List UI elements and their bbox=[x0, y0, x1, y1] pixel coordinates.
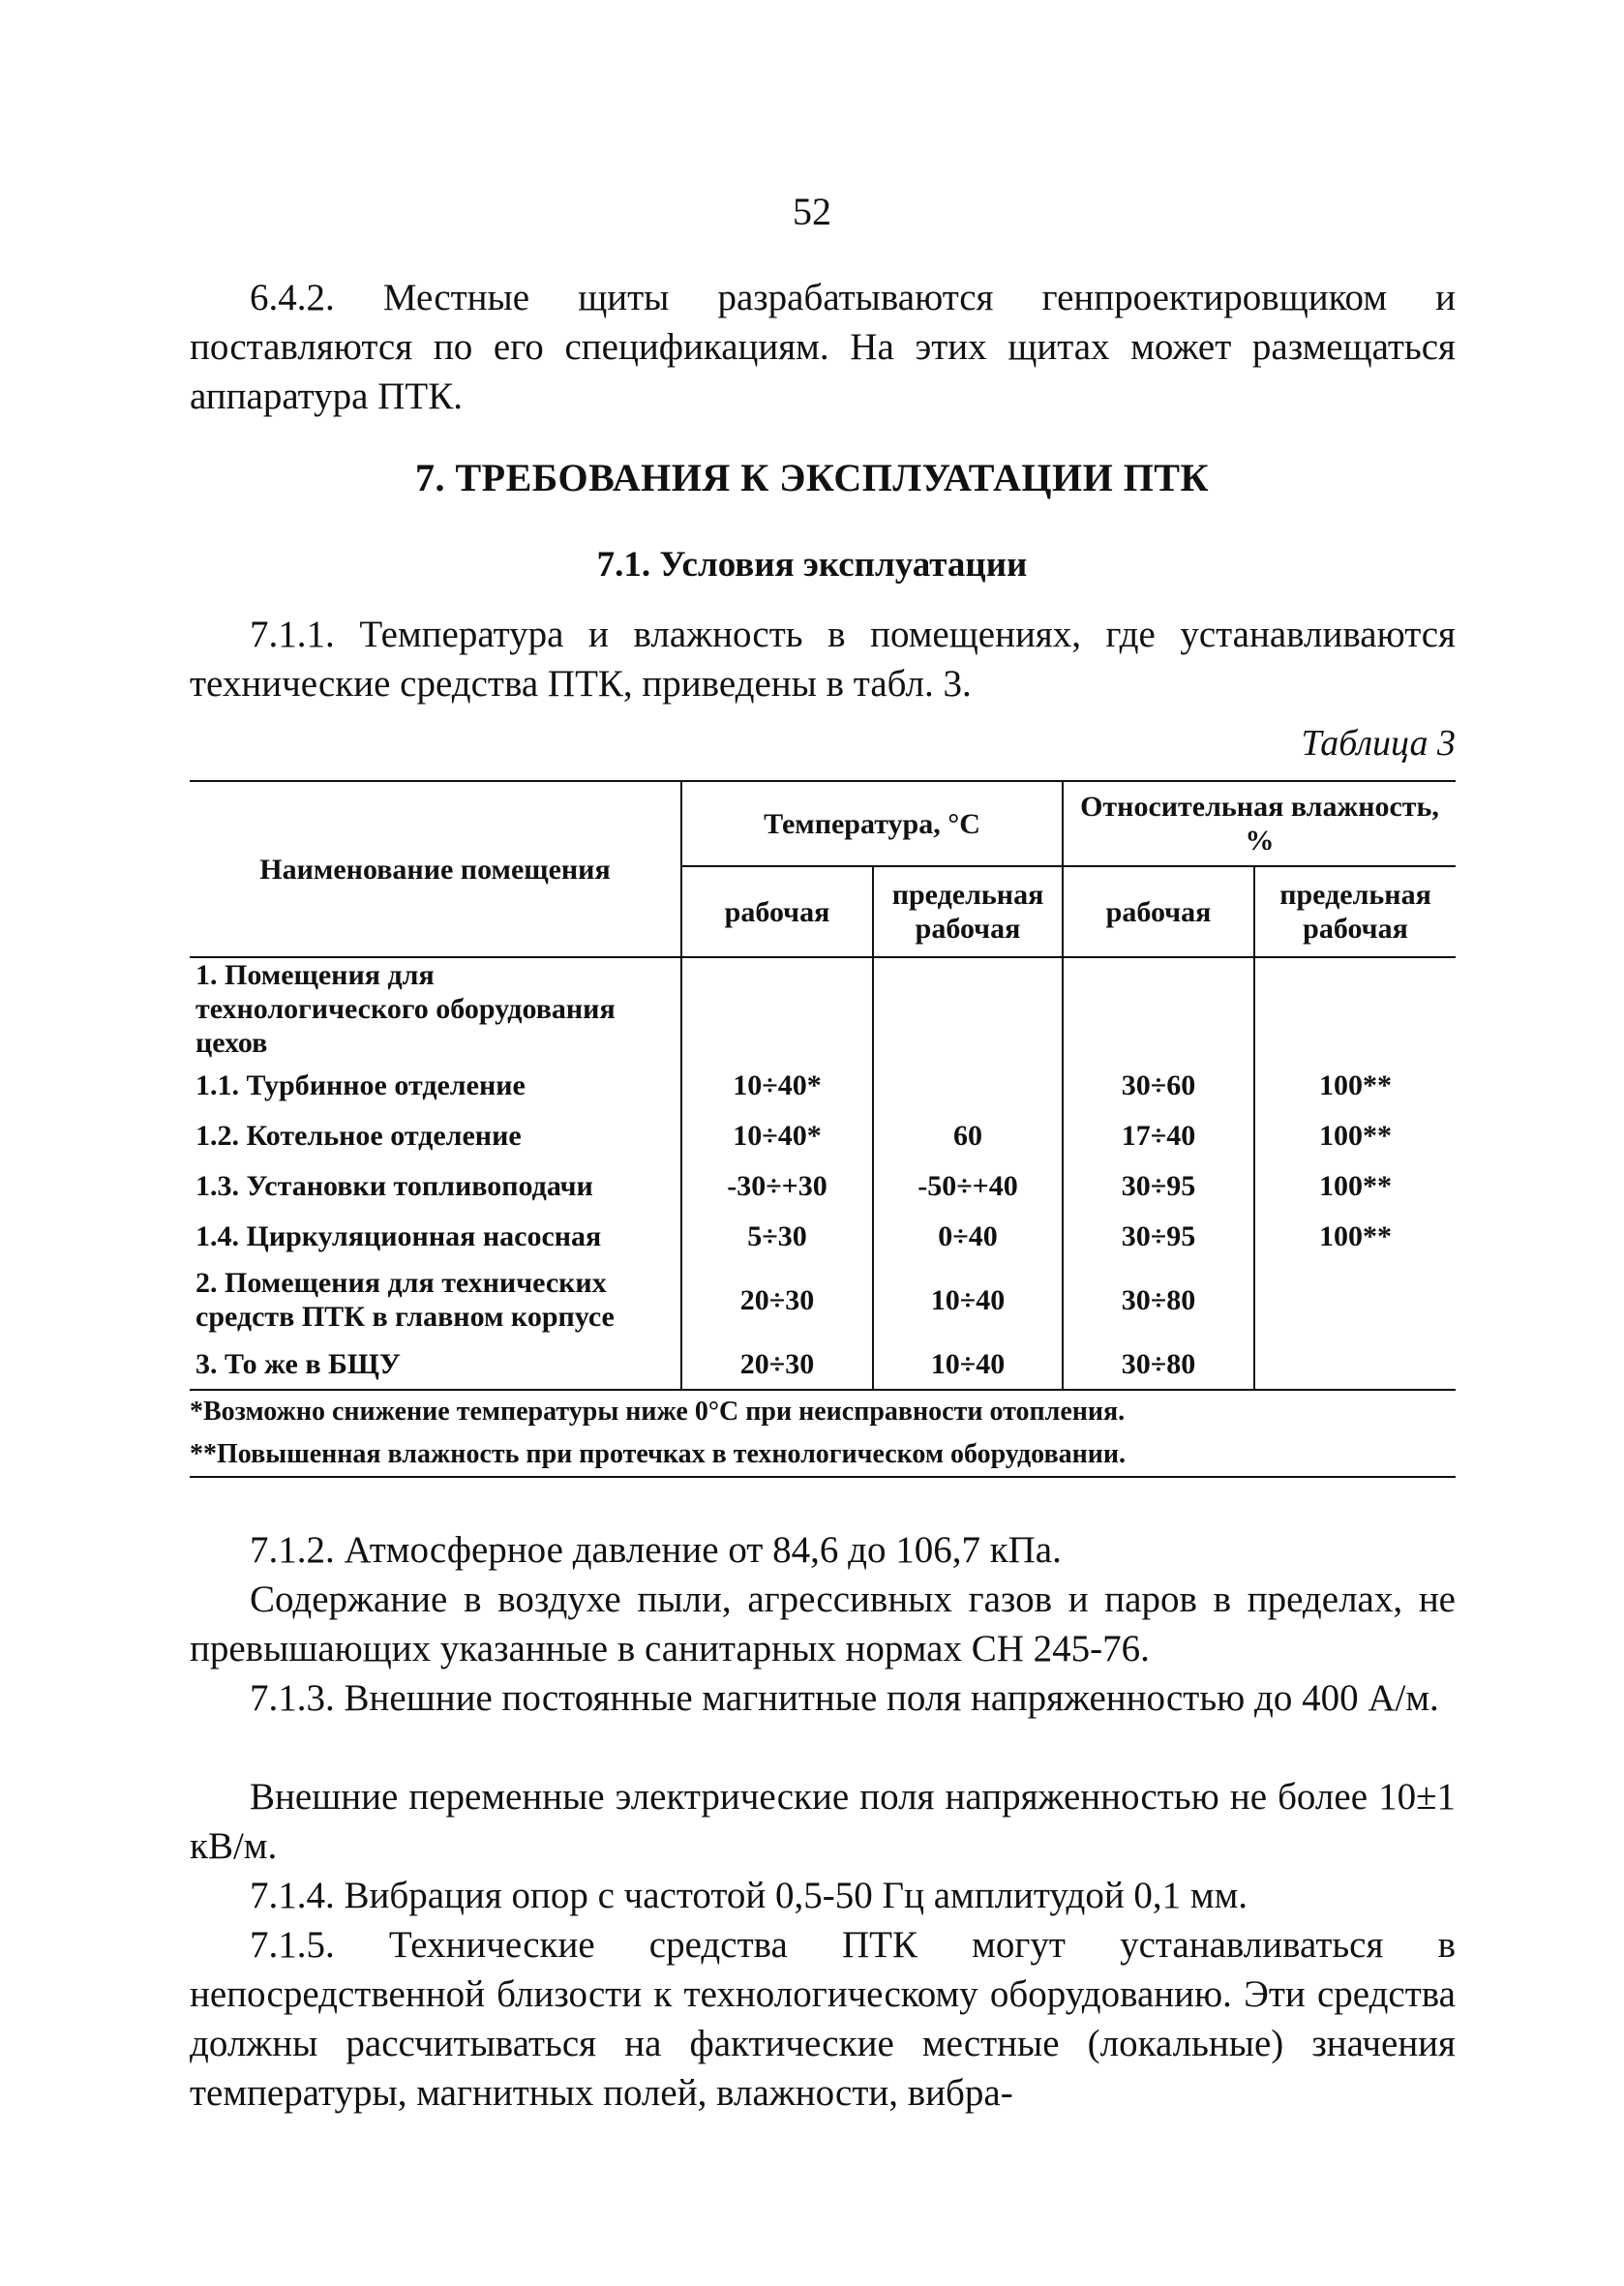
table-caption: Таблица 3 bbox=[1301, 723, 1456, 764]
temp-limit: 60 bbox=[873, 1110, 1063, 1160]
paragraph-7-1-3: 7.1.3. Внешние постоянные магнитные поля напряженностью до 400 А/м. bbox=[250, 1677, 1439, 1719]
header-room: Наименование помещения bbox=[190, 781, 681, 957]
page-number: 52 bbox=[793, 190, 831, 233]
hum-limit: 100** bbox=[1254, 1160, 1456, 1211]
temp-working: 10÷40* bbox=[681, 1060, 873, 1110]
header-hum-limit: предельная рабочая bbox=[1254, 866, 1456, 957]
conditions-table bbox=[190, 780, 1456, 1391]
paragraph-7-1-5: 7.1.5. Технические средства ПТК могут устанавливаться в непосредственной близости к технологическому оборудованию. Эти средства должны рассчитываться на фактические местные (локальные) значения температуры, магнитных полей, влажности, вибра- bbox=[190, 1924, 1456, 2114]
header-temp-limit: предельная рабочая bbox=[873, 866, 1063, 957]
header-temperature: Температура, °С bbox=[681, 781, 1063, 866]
hum-limit: 100** bbox=[1254, 1110, 1456, 1160]
room-name: 2. Помещения для технических средств ПТК в главном корпусе bbox=[195, 1267, 615, 1333]
header-hum-working: рабочая bbox=[1063, 866, 1254, 957]
header-temp-working: рабочая bbox=[681, 866, 873, 957]
hum-limit: 100** bbox=[1254, 1211, 1456, 1261]
hum-working bbox=[1063, 957, 1254, 1060]
paragraph-7-1-3-electric: Внешние переменные электрические поля напряженностью не более 10±1 кВ/м. bbox=[190, 1776, 1456, 1867]
section-heading: 7. ТРЕБОВАНИЯ К ЭКСПЛУАТАЦИИ ПТК bbox=[415, 456, 1209, 499]
temp-limit bbox=[873, 1060, 1063, 1110]
table-row bbox=[190, 1211, 1456, 1261]
hum-working: 30÷95 bbox=[1063, 1211, 1254, 1261]
table-row bbox=[190, 1160, 1456, 1211]
table-row bbox=[190, 1261, 1456, 1339]
room-name: 3. То же в БЩУ bbox=[190, 1339, 681, 1390]
temp-working: 20÷30 bbox=[681, 1261, 873, 1339]
room-name: 1.3. Установки топливоподачи bbox=[195, 1169, 593, 1202]
hum-working: 17÷40 bbox=[1063, 1110, 1254, 1160]
footnote-humidity: **Повышенная влажность при протечках в технологическом оборудовании. bbox=[190, 1433, 1456, 1478]
header-humidity: Относительная влажность, % bbox=[1063, 781, 1456, 866]
temp-limit: 10÷40 bbox=[873, 1339, 1063, 1390]
hum-limit bbox=[1254, 1339, 1456, 1390]
paragraph-6-4-2: 6.4.2. Местные щиты разрабатываются генпроектировщиком и поставляются по его спецификациям. На этих щитах может размещаться аппаратура ПТК. bbox=[190, 277, 1456, 417]
hum-limit bbox=[1254, 957, 1456, 1060]
temp-limit: -50÷+40 bbox=[873, 1160, 1063, 1211]
temp-limit bbox=[873, 957, 1063, 1060]
table-footnotes bbox=[190, 1391, 1456, 1478]
hum-limit bbox=[1254, 1261, 1456, 1339]
paragraph-7-1-4: 7.1.4. Вибрация опор с частотой 0,5-50 Гц амплитудой 0,1 мм. bbox=[250, 1875, 1248, 1916]
room-name: 1.1. Турбинное отделение bbox=[195, 1068, 526, 1101]
temp-working: 20÷30 bbox=[681, 1339, 873, 1390]
subsection-heading: 7.1. Условия эксплуатации bbox=[596, 545, 1028, 585]
temp-working: 5÷30 bbox=[681, 1211, 873, 1261]
hum-limit: 100** bbox=[1254, 1060, 1456, 1110]
room-name: 1.2. Котельное отделение bbox=[195, 1119, 522, 1152]
paragraph-7-1-2: 7.1.2. Атмосферное давление от 84,6 до 106,7 кПа. bbox=[250, 1529, 1062, 1571]
temp-working: 10÷40* bbox=[681, 1110, 873, 1160]
hum-working: 30÷80 bbox=[1063, 1261, 1254, 1339]
temp-working: -30÷+30 bbox=[681, 1160, 873, 1211]
paragraph-7-1-2-dust: Содержание в воздухе пыли, агрессивных газов и паров в пределах, не превышающих указанные в санитарных нормах СН 245-76. bbox=[190, 1579, 1456, 1669]
hum-working: 30÷95 bbox=[1063, 1160, 1254, 1211]
temp-working bbox=[681, 957, 873, 1060]
hum-working: 30÷80 bbox=[1063, 1339, 1254, 1390]
table-row bbox=[190, 1339, 1456, 1390]
hum-working: 30÷60 bbox=[1063, 1060, 1254, 1110]
temp-limit: 10÷40 bbox=[873, 1261, 1063, 1339]
temp-limit: 0÷40 bbox=[873, 1211, 1063, 1261]
paragraph-7-1-1: 7.1.1. Температура и влажность в помещениях, где устанавливаются технические средства ПТК, приведены в табл. 3. bbox=[190, 614, 1456, 705]
room-name: 1.4. Циркуляционная насосная bbox=[195, 1219, 602, 1252]
table-row bbox=[190, 1060, 1456, 1110]
table-row bbox=[190, 957, 1456, 1060]
table-row bbox=[190, 1110, 1456, 1160]
footnote-temperature: *Возможно снижение температуры ниже 0°С при неисправности отопления. bbox=[190, 1397, 1126, 1427]
room-name: 1. Помещения для технологического оборудования цехов bbox=[195, 959, 616, 1059]
